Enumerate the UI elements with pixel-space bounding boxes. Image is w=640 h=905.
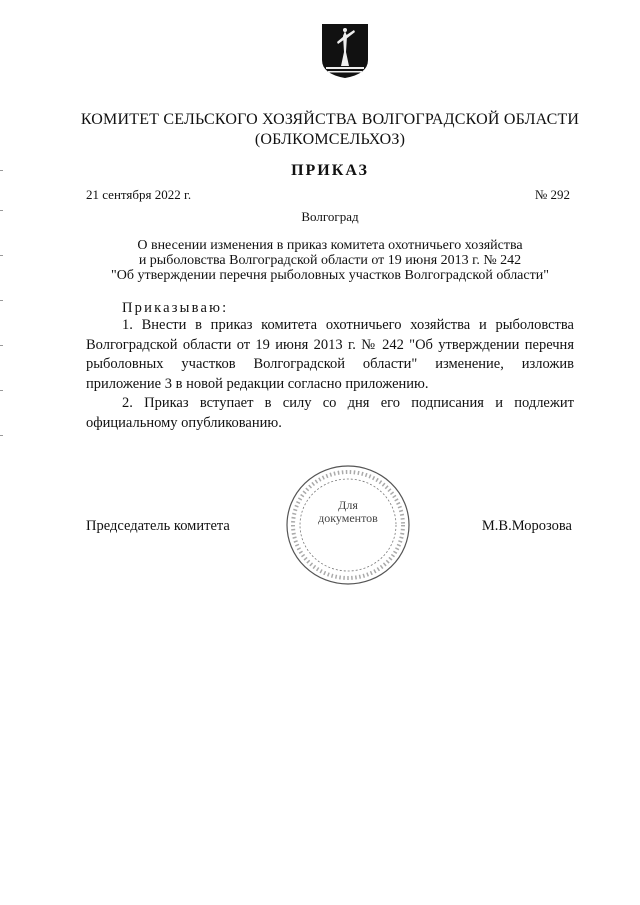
stamp-text-line1: Для: [338, 498, 358, 512]
document-city: Волгоград: [301, 209, 359, 224]
volgograd-emblem-icon: [320, 22, 370, 80]
document-type: ПРИКАЗ: [291, 162, 369, 179]
document-number: № 292: [534, 187, 570, 202]
signatory-title: Председатель комитета: [86, 518, 230, 534]
stamp-text-line2: документов: [318, 511, 378, 525]
document-date: 21 сентября 2022 г.: [86, 187, 192, 202]
signatory-name: М.В.Морозова: [481, 518, 572, 534]
subject-line3: "Об утверждении перечня рыболовных участков Волгоградской области": [111, 268, 549, 283]
official-stamp: [284, 463, 412, 587]
stamp-text: [302, 499, 394, 525]
order-item-1: 1. Внести в приказ комитета охотничьего хозяйства и рыболовства Волгоградской области от 19 июня 2013 г. № 242 "Об утверждении перечня рыболовных участков Волгоградской области" изменение, изложив приложение 3 в новой редакции согласно приложению.: [86, 317, 574, 392]
order-item-2: 2. Приказ вступает в силу со дня его подписания и подлежит официальному опубликованию.: [86, 395, 574, 431]
order-intro: Приказываю:: [122, 300, 229, 316]
document-subject: [40, 238, 620, 283]
stamp-circle-icon: [284, 463, 412, 587]
organization-name-line1: КОМИТЕТ СЕЛЬСКОГО ХОЗЯЙСТВА ВОЛГОГРАДСКОЙ ОБЛАСТИ: [80, 111, 580, 128]
subject-line2: и рыболовства Волгоградской области от 19 июня 2013 г. № 242: [138, 253, 522, 268]
scan-edge-marks: [0, 170, 3, 470]
organization-name-line2: (ОБЛКОМСЕЛЬХОЗ): [254, 131, 406, 148]
subject-line1: О внесении изменения в приказ комитета охотничьего хозяйства: [137, 238, 523, 253]
organization-name: [40, 110, 620, 150]
order-body: [86, 316, 574, 433]
